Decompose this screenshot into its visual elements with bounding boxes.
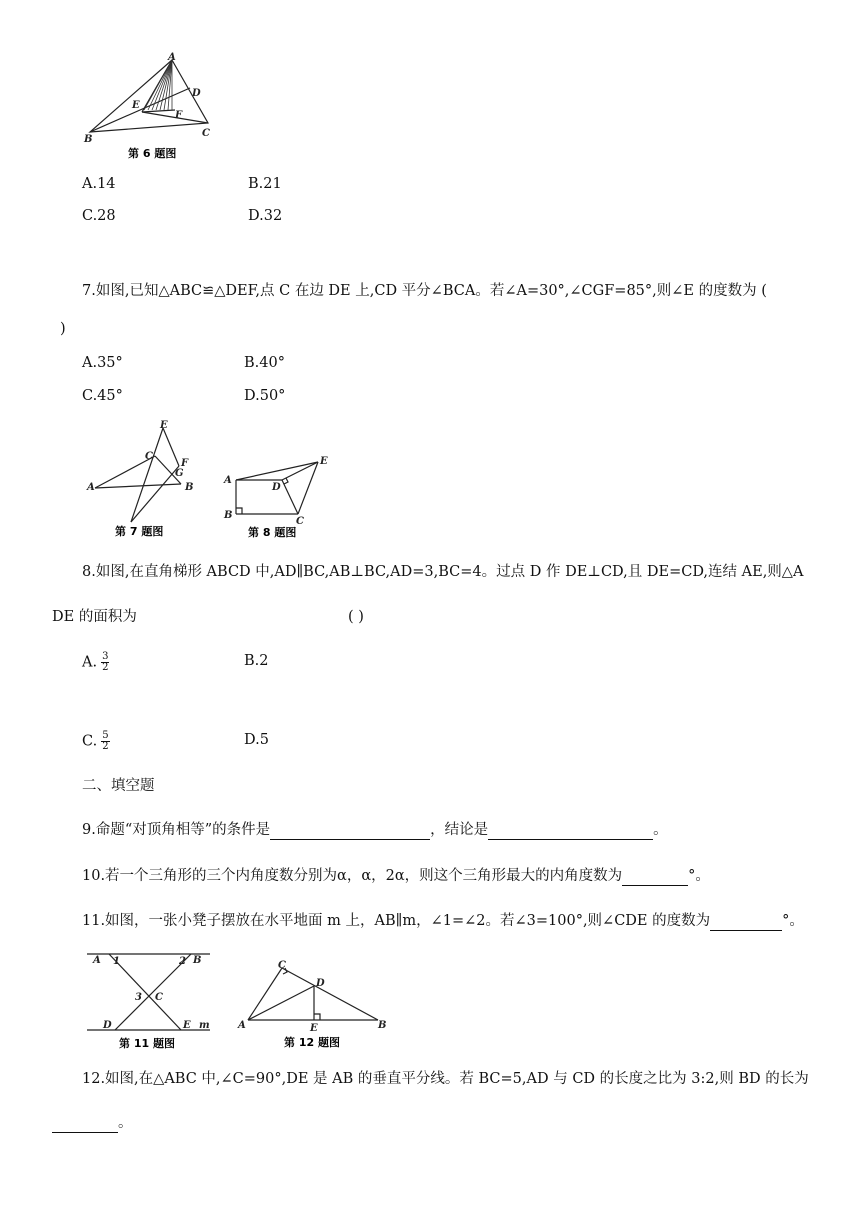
- q8-option-c-fraction: [101, 731, 109, 752]
- fig11-label-1: 1: [113, 956, 120, 967]
- q8-stem-line2: DE 的面积为: [52, 609, 137, 625]
- q8-answer-paren: ( ): [348, 609, 364, 625]
- q12-line2: [52, 1114, 133, 1133]
- q6-option-b: B.21: [248, 176, 282, 192]
- fig6-caption: 第 6 题图: [128, 147, 177, 160]
- q9-blank-condition[interactable]: [270, 821, 430, 840]
- fig12-caption: 第 12 题图: [284, 1036, 340, 1049]
- fig7-caption: 第 7 题图: [115, 525, 164, 538]
- fig11-caption: 第 11 题图: [119, 1037, 175, 1050]
- q9-line: [82, 821, 668, 840]
- q11-text-2: °。: [782, 913, 804, 929]
- fig6-label-e: E: [132, 100, 140, 111]
- q6-option-c: C.28: [82, 208, 116, 224]
- figure-12: [236, 958, 396, 1053]
- fig11-label-e: E: [183, 1020, 191, 1031]
- fig8-label-b: B: [224, 510, 233, 521]
- fig12-label-e: E: [310, 1023, 318, 1034]
- q6-option-d: D.32: [248, 208, 283, 224]
- q10-line: [82, 867, 710, 886]
- fig6-label-a: A: [168, 52, 176, 63]
- q8-option-a-numerator: 3: [102, 651, 109, 662]
- figure-7: [85, 418, 205, 543]
- q12-stem-line1: 12.如图,在△ABC 中,∠C=90°,DE 是 AB 的垂直平分线。若 BC=5,AD 与 CD 的长度之比为 3:2,则 BD 的长为: [82, 1071, 809, 1087]
- q6-option-a: A.14: [82, 176, 116, 192]
- fig7-label-a: A: [87, 482, 95, 493]
- q8-option-c-denominator: 2: [102, 741, 109, 752]
- fig7-label-f: F: [181, 458, 189, 469]
- fig12-label-d: D: [316, 978, 325, 989]
- fig12-label-c: C: [278, 960, 286, 971]
- fig8-label-d: D: [272, 482, 281, 493]
- q7-stem-line1: 7.如图,已知△ABC≌△DEF,点 C 在边 DE 上,CD 平分∠BCA。若∠A=30°,∠CGF=85°,则∠E 的度数为 (: [82, 283, 767, 299]
- fig8-caption: 第 8 题图: [248, 526, 297, 539]
- fig11-label-2: 2: [179, 956, 186, 967]
- fig11-label-b: B: [193, 955, 202, 966]
- q7-option-b: B.40°: [244, 355, 285, 371]
- figure-6: [80, 50, 230, 165]
- q8-option-a-denominator: 2: [102, 662, 109, 673]
- q7-option-a: A.35°: [82, 355, 123, 371]
- fig8-label-a: A: [224, 475, 232, 486]
- fig7-label-e: E: [160, 420, 168, 431]
- fig11-label-m: m: [199, 1020, 210, 1031]
- fig8-label-c: C: [296, 516, 304, 527]
- fig6-label-d: D: [192, 88, 201, 99]
- q10-text-2: °。: [688, 868, 710, 884]
- fig11-label-c: C: [155, 992, 163, 1003]
- fig6-label-c: C: [202, 128, 210, 139]
- fig12-label-b: B: [378, 1020, 387, 1031]
- fig6-label-f: F: [175, 110, 183, 121]
- fig7-label-b: B: [185, 482, 194, 493]
- q7-option-c: C.45°: [82, 388, 123, 404]
- q8-stem-line1: 8.如图,在直角梯形 ABCD 中,AD∥BC,AB⊥BC,AD=3,BC=4。过点 D 作 DE⊥CD,且 DE=CD,连结 AE,则△A: [82, 564, 804, 580]
- q8-option-b: B.2: [244, 653, 269, 669]
- q8-option-c-prefix: C.: [82, 733, 98, 750]
- fig8-label-e: E: [320, 456, 328, 467]
- q8-option-c: [82, 731, 110, 752]
- q7-option-d: D.50°: [244, 388, 286, 404]
- q9-text-3: 。: [653, 822, 668, 838]
- q12-blank[interactable]: [52, 1114, 118, 1133]
- q12-text-end: 。: [118, 1115, 133, 1131]
- q8-option-a-fraction: [101, 652, 109, 673]
- q7-stem-line2: ): [60, 321, 66, 337]
- section-title: 二、填空题: [82, 778, 155, 794]
- fig7-label-g: G: [175, 468, 184, 479]
- q11-blank[interactable]: [710, 912, 782, 931]
- q11-line: [82, 912, 804, 931]
- fig11-label-a: A: [93, 955, 101, 966]
- q8-option-c-numerator: 5: [102, 730, 109, 741]
- fig6-label-b: B: [84, 134, 93, 145]
- figure-8: [218, 452, 338, 544]
- q8-option-a: [82, 652, 109, 673]
- fig11-label-3: 3: [135, 992, 142, 1003]
- q10-blank[interactable]: [622, 867, 688, 886]
- fig11-label-d: D: [103, 1020, 112, 1031]
- figure-11: [85, 948, 215, 1053]
- q10-text-1: 10.若一个三角形的三个内角度数分别为α，α，2α，则这个三角形最大的内角度数为: [82, 868, 623, 884]
- fig12-label-a: A: [238, 1020, 246, 1031]
- fig7-label-c: C: [145, 451, 153, 462]
- q9-blank-conclusion[interactable]: [488, 821, 653, 840]
- q9-text-1: 9.命题“对顶角相等”的条件是: [82, 822, 271, 838]
- q11-text-1: 11.如图，一张小凳子摆放在水平地面 m 上，AB∥m，∠1=∠2。若∠3=100°,则∠CDE 的度数为: [82, 913, 711, 929]
- q8-option-a-prefix: A.: [82, 654, 98, 671]
- q8-option-d: D.5: [244, 732, 269, 748]
- q9-text-2: ，结论是: [430, 822, 489, 838]
